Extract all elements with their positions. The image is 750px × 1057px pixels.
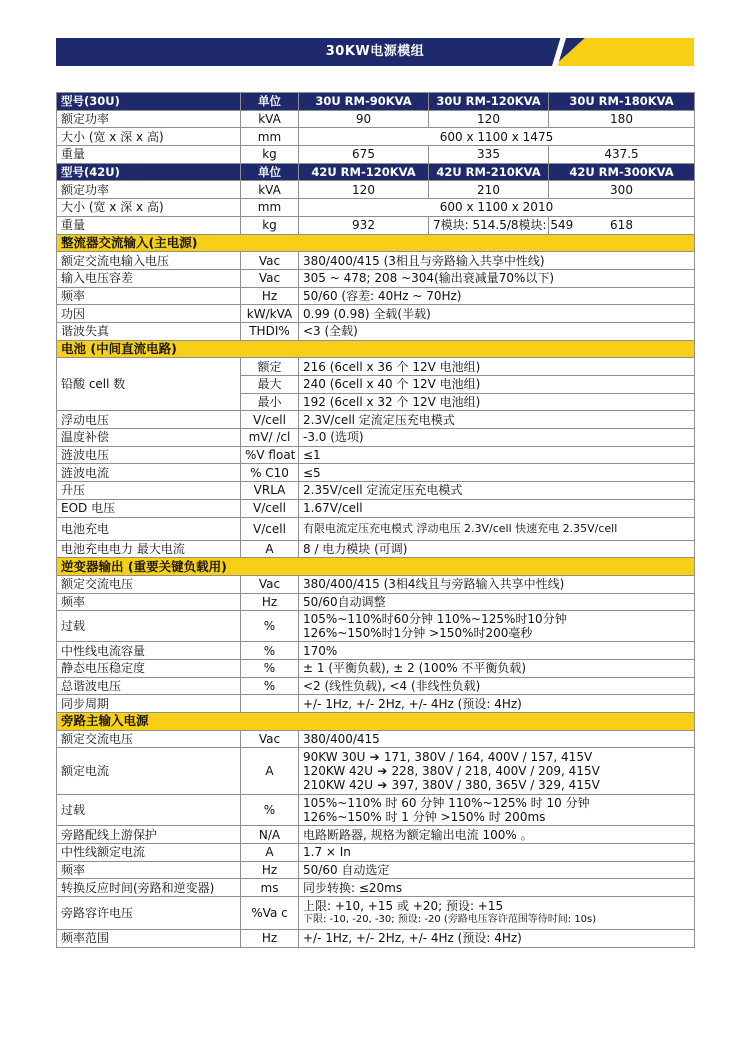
spec-value: 380/400/415 (3相4线且与旁路输入共享中性线) — [299, 575, 695, 593]
section-title: 逆变器输出 (重要关键负载用) — [57, 558, 695, 576]
weight-value: 7模块: 514.5/8模块: 549 — [429, 216, 549, 234]
spec-unit: Hz — [241, 861, 299, 879]
spec-label: 同步周期 — [57, 695, 241, 713]
spec-unit: kW/kVA — [241, 305, 299, 323]
value-line: 下限: -10, -20, -30; 预设: -20 (旁路电压容许范围等待时间: 10s) — [303, 914, 597, 926]
spec-unit: % — [241, 642, 299, 660]
weight-value: 618 — [549, 216, 695, 234]
spec-label: 大小 (宽 x 深 x 高) — [57, 199, 241, 217]
spec-row — [57, 146, 695, 164]
spec-row — [57, 305, 695, 323]
spec-value: ≤1 — [299, 446, 695, 464]
current-model: 120KW 42U — [303, 764, 374, 779]
spec-row — [57, 464, 695, 482]
spec-unit: Hz — [241, 287, 299, 305]
spec-label: 额定功率 — [57, 110, 241, 128]
spec-row — [57, 540, 695, 558]
spec-row — [57, 517, 695, 540]
spec-row — [57, 642, 695, 660]
spec-label: EOD 电压 — [57, 499, 241, 517]
spec-row — [57, 879, 695, 897]
spec-unit: Hz — [241, 593, 299, 611]
spec-row — [57, 748, 695, 795]
spec-value: 305 ~ 478; 208 ~304(输出衰减量70%以下) — [299, 269, 695, 287]
spec-unit: THDI% — [241, 322, 299, 340]
size-value: 600 x 1100 x 1475 — [299, 128, 695, 146]
weight-value: 675 — [299, 146, 429, 164]
spec-row — [57, 611, 695, 642]
spec-row — [57, 216, 695, 234]
spec-row — [57, 730, 695, 748]
spec-label: 额定电流 — [57, 748, 241, 795]
spec-label: 中性线额定电流 — [57, 844, 241, 862]
spec-row — [57, 826, 695, 844]
power-value: 300 — [549, 181, 695, 199]
spec-value: 170% — [299, 642, 695, 660]
section-title: 旁路主输入电源 — [57, 713, 695, 731]
value-line: 105%~110% 时 60 分钟 110%~125% 时 10 分钟 — [303, 796, 590, 811]
current-line — [303, 764, 690, 778]
spec-label: 涟波电流 — [57, 464, 241, 482]
spec-value: <3 (全载) — [299, 322, 695, 340]
spec-unit: kVA — [241, 181, 299, 199]
spec-value: ± 1 (平衡负载), ± 2 (100% 不平衡负载) — [299, 659, 695, 677]
spec-value: 240 (6cell x 40 个 12V 电池组) — [299, 376, 695, 394]
power-value: 120 — [299, 181, 429, 199]
spec-row — [57, 252, 695, 270]
spec-label: 输入电压容差 — [57, 269, 241, 287]
spec-row — [57, 358, 695, 376]
spec-unit: A — [241, 844, 299, 862]
spec-row — [57, 575, 695, 593]
spec-value: 8 / 电力模块 (可调) — [299, 540, 695, 558]
spec-unit: VRLA — [241, 482, 299, 500]
power-value: 120 — [429, 110, 549, 128]
current-value: 228, 380V / 218, 400V / 209, 415V — [391, 764, 600, 779]
arrow-right-icon: ➔ — [373, 778, 392, 793]
spec-value: 0.99 (0.98) 全载(半载) — [299, 305, 695, 323]
spec-value — [299, 897, 695, 930]
model-name: 42U RM-210KVA — [429, 163, 549, 181]
spec-label: 额定交流电压 — [57, 575, 241, 593]
spec-unit: ms — [241, 879, 299, 897]
section-title: 整流器交流输入(主电源) — [57, 234, 695, 252]
spec-label: 铅酸 cell 数 — [57, 358, 241, 411]
size-value: 600 x 1100 x 2010 — [299, 199, 695, 217]
spec-value: -3.0 (选项) — [299, 429, 695, 447]
spec-unit: Vac — [241, 269, 299, 287]
spec-row — [57, 593, 695, 611]
weight-value: 932 — [299, 216, 429, 234]
arrow-right-icon: ➔ — [365, 750, 384, 765]
spec-row — [57, 677, 695, 695]
model-name: 42U RM-300KVA — [549, 163, 695, 181]
spec-label: 谐波失真 — [57, 322, 241, 340]
spec-row — [57, 844, 695, 862]
unit-header: 单位 — [241, 163, 299, 181]
spec-label: 功因 — [57, 305, 241, 323]
model-name: 30U RM-120KVA — [429, 93, 549, 111]
spec-row — [57, 446, 695, 464]
spec-label: 总谐波电压 — [57, 677, 241, 695]
spec-row — [57, 429, 695, 447]
spec-row — [57, 287, 695, 305]
spec-label: 频率 — [57, 593, 241, 611]
spec-row — [57, 110, 695, 128]
section-inverter — [57, 558, 695, 576]
spec-label: 过载 — [57, 611, 241, 642]
spec-label: 额定交流电压 — [57, 730, 241, 748]
model-header-row — [57, 93, 695, 111]
spec-unit: V/cell — [241, 499, 299, 517]
spec-value — [299, 795, 695, 826]
spec-unit: mm — [241, 128, 299, 146]
spec-value: 380/400/415 — [299, 730, 695, 748]
spec-row — [57, 930, 695, 948]
section-bypass — [57, 713, 695, 731]
spec-unit: % — [241, 659, 299, 677]
spec-row — [57, 269, 695, 287]
spec-label: 重量 — [57, 216, 241, 234]
spec-unit: % — [241, 677, 299, 695]
spec-value: <2 (线性负载), <4 (非线性负载) — [299, 677, 695, 695]
spec-row — [57, 322, 695, 340]
weight-value: 335 — [429, 146, 549, 164]
spec-label: 温度补偿 — [57, 429, 241, 447]
spec-label: 静态电压稳定度 — [57, 659, 241, 677]
current-line — [303, 778, 690, 792]
spec-value: 1.67V/cell — [299, 499, 695, 517]
spec-sub-label: 最小 — [241, 393, 299, 411]
spec-row — [57, 482, 695, 500]
spec-unit: kVA — [241, 110, 299, 128]
value-line: 126%~150% 时 1 分钟 >150% 时 200ms — [303, 810, 546, 825]
spec-value: ≤5 — [299, 464, 695, 482]
weight-value: 437.5 — [549, 146, 695, 164]
model-name: 30U RM-180KVA — [549, 93, 695, 111]
spec-value: +/- 1Hz, +/- 2Hz, +/- 4Hz (预设: 4Hz) — [299, 695, 695, 713]
spec-unit: V/cell — [241, 411, 299, 429]
section-title: 电池 (中间直流电路) — [57, 340, 695, 358]
spec-value: 216 (6cell x 36 个 12V 电池组) — [299, 358, 695, 376]
spec-row — [57, 199, 695, 217]
spec-sub-label: 最大 — [241, 376, 299, 394]
model-name: 42U RM-120KVA — [299, 163, 429, 181]
spec-label: 升压 — [57, 482, 241, 500]
section-rectifier — [57, 234, 695, 252]
spec-row — [57, 795, 695, 826]
spec-row — [57, 128, 695, 146]
current-model: 90KW 30U — [303, 750, 366, 765]
spec-row — [57, 695, 695, 713]
value-line: 上限: +10, +15 或 +20; 预设: +15 — [303, 899, 504, 914]
spec-unit: %V float — [241, 446, 299, 464]
spec-value — [299, 748, 695, 795]
spec-value: 50/60 自动选定 — [299, 861, 695, 879]
spec-row — [57, 181, 695, 199]
spec-row — [57, 499, 695, 517]
spec-unit: Vac — [241, 252, 299, 270]
power-value: 180 — [549, 110, 695, 128]
spec-label: 频率 — [57, 287, 241, 305]
spec-unit: % — [241, 611, 299, 642]
spec-unit: Hz — [241, 930, 299, 948]
model-group-label: 型号(30U) — [57, 93, 241, 111]
spec-value: 电路断路器, 规格为额定输出电流 100% 。 — [299, 826, 695, 844]
spec-unit: % C10 — [241, 464, 299, 482]
spec-unit: %Va c — [241, 897, 299, 930]
spec-row — [57, 659, 695, 677]
spec-label: 额定功率 — [57, 181, 241, 199]
power-value: 210 — [429, 181, 549, 199]
title-banner — [56, 38, 694, 66]
spec-unit — [241, 695, 299, 713]
spec-value: 2.35V/cell 定流定压充电模式 — [299, 482, 695, 500]
value-line: 126%~150%时1分钟 >150%时200毫秒 — [303, 626, 533, 641]
spec-unit: N/A — [241, 826, 299, 844]
spec-unit: A — [241, 540, 299, 558]
model-name: 30U RM-90KVA — [299, 93, 429, 111]
current-value: 397, 380V / 380, 365V / 329, 415V — [391, 778, 600, 793]
spec-value — [299, 611, 695, 642]
spec-unit: A — [241, 748, 299, 795]
spec-unit: kg — [241, 146, 299, 164]
spec-value: 同步转换: ≤20ms — [299, 879, 695, 897]
spec-unit: Vac — [241, 730, 299, 748]
spec-label: 浮动电压 — [57, 411, 241, 429]
power-value: 90 — [299, 110, 429, 128]
spec-unit: mV/ /cl — [241, 429, 299, 447]
spec-value: 50/60自动调整 — [299, 593, 695, 611]
current-line — [303, 750, 690, 764]
spec-row — [57, 411, 695, 429]
spec-sub-label: 额定 — [241, 358, 299, 376]
model-header-row — [57, 163, 695, 181]
spec-label: 频率 — [57, 861, 241, 879]
spec-value: 1.7 × In — [299, 844, 695, 862]
model-group-label: 型号(42U) — [57, 163, 241, 181]
page-title: 30KW电源模组 — [325, 44, 425, 59]
spec-unit: % — [241, 795, 299, 826]
spec-label: 大小 (宽 x 深 x 高) — [57, 128, 241, 146]
current-model: 210KW 42U — [303, 778, 374, 793]
spec-label: 旁路容许电压 — [57, 897, 241, 930]
spec-label: 重量 — [57, 146, 241, 164]
spec-label: 额定交流电输入电压 — [57, 252, 241, 270]
unit-header: 单位 — [241, 93, 299, 111]
value-line: 105%~110%时60分钟 110%~125%时10分钟 — [303, 612, 567, 627]
spec-row — [57, 861, 695, 879]
spec-unit: mm — [241, 199, 299, 217]
spec-value: 2.3V/cell 定流定压充电模式 — [299, 411, 695, 429]
spec-label: 电池充电电力 最大电流 — [57, 540, 241, 558]
spec-label: 涟波电压 — [57, 446, 241, 464]
spec-value: 有限电流定压充电模式 浮动电压 2.3V/cell 快速充电 2.35V/cell — [299, 517, 695, 540]
spec-label: 转换反应时间(旁路和逆变器) — [57, 879, 241, 897]
spec-value: 192 (6cell x 32 个 12V 电池组) — [299, 393, 695, 411]
spec-label: 中性线电流容量 — [57, 642, 241, 660]
spec-value: 380/400/415 (3相且与旁路输入共享中性线) — [299, 252, 695, 270]
spec-label: 电池充电 — [57, 517, 241, 540]
spec-label: 旁路配线上游保护 — [57, 826, 241, 844]
spec-unit: Vac — [241, 575, 299, 593]
current-value: 171, 380V / 164, 400V / 157, 415V — [383, 750, 593, 765]
spec-row — [57, 897, 695, 930]
spec-table — [56, 92, 695, 948]
spec-unit: V/cell — [241, 517, 299, 540]
spec-unit: kg — [241, 216, 299, 234]
spec-label: 频率范围 — [57, 930, 241, 948]
spec-label: 过载 — [57, 795, 241, 826]
section-battery — [57, 340, 695, 358]
spec-value: 50/60 (容差: 40Hz ~ 70Hz) — [299, 287, 695, 305]
arrow-right-icon: ➔ — [373, 764, 392, 779]
spec-value: +/- 1Hz, +/- 2Hz, +/- 4Hz (预设: 4Hz) — [299, 930, 695, 948]
